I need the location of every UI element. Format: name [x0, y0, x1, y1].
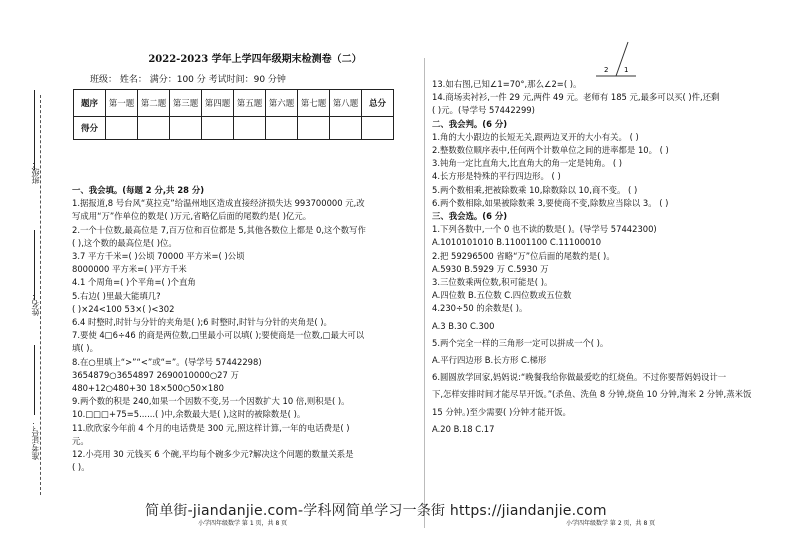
right-question-line: 1.角的大小跟边的长短无关,跟两边叉开的大小有关。 ( )	[432, 131, 639, 142]
score-header-cell: 第五题	[234, 90, 266, 117]
right-question-line: 3.三位数乘两位数,积可能是( )。	[432, 277, 553, 288]
left-question-line: 6.4 时整时,时针与分针的夹角是( );6 时整时,时针与分针的夹角是( )。	[72, 317, 332, 328]
right-section-heading: 二、我会判。(6 分)	[432, 118, 508, 129]
left-question-line: 12.小亮用 30 元钱买 6 个碗,平均每个碗多少元?解决这个问题的数量关系是	[72, 449, 354, 460]
footer-page-1: 小学四年级数学 第 1 页，共 8 页	[198, 520, 288, 527]
right-question-line: 4.长方形是特殊的平行四边形。 ( )	[432, 171, 561, 182]
binding-label-name: 姓名：	[31, 292, 40, 316]
score-input-cell	[362, 117, 394, 140]
right-section-heading: 三、我会选。(6 分)	[432, 211, 508, 222]
right-question-line: 14.商场卖衬衫,一件 29 元,两件 49 元。老师有 185 元,最多可以买( )件,还剩	[432, 92, 720, 103]
left-question-line: 填( )。	[72, 343, 98, 354]
score-input-cell	[202, 117, 234, 140]
right-question-column	[432, 78, 787, 436]
left-question-line: 1.据报道,8 号台风“莫拉克”给温州地区造成直接经济损失达 993700000 元,改	[72, 198, 365, 209]
right-question-line: 13.如右图,已知∠1=70°,那么∠2=( )。	[432, 79, 582, 89]
left-question-column	[72, 184, 424, 474]
left-question-line: 8000000 平方米=( )平方千米	[72, 264, 187, 275]
score-header-cell: 第二题	[138, 90, 170, 117]
left-question-line: 5.右边( )里最大能填几?	[72, 290, 161, 301]
left-question-line: 2.一个十位数,最高位是 7,百万位和百位都是 5,其他各数位上都是 0,这个数写作	[72, 224, 366, 235]
left-question-line: 7.要使 4□6÷46 的商是两位数,□里最小可以填( );要使商是一位数,□最大可以	[72, 330, 365, 341]
score-header-cell: 第七题	[298, 90, 330, 117]
binding-field-line	[34, 230, 35, 300]
angle-label-2: 2	[604, 66, 609, 74]
score-input-cell	[234, 117, 266, 140]
score-header-cell: 题序	[74, 90, 106, 117]
column-divider	[424, 58, 425, 528]
left-question-line: 4.1 个周角=( )个平角=( )个直角	[72, 277, 196, 288]
score-header-cell: 总分	[362, 90, 394, 117]
score-header-cell: 第一题	[106, 90, 138, 117]
score-header-row	[74, 90, 394, 117]
score-input-cell	[266, 117, 298, 140]
right-question-line: A.20 B.18 C.17	[432, 423, 495, 434]
angle-label-1: 1	[624, 66, 629, 74]
left-question-line: 480+12○480+30 18×500○50×180	[72, 383, 224, 394]
score-header-cell: 第四题	[202, 90, 234, 117]
right-question-line: 1.下列各数中,一个 0 也不读的数是( )。(导学号 57442300)	[432, 224, 657, 235]
score-header-cell: 第六题	[266, 90, 298, 117]
page-title: 2022-2023 学年上学四年级期末检测卷（二）	[148, 54, 362, 65]
right-question-line: 6.两个数相除,如果被除数乘 3,要使商不变,除数应当除以 3。 ( )	[432, 197, 669, 208]
left-question-line: 3.7 平方千米=( )公顷 70000 平方米=( )公顷	[72, 251, 245, 262]
right-question-line: A.1010101010 B.11001100 C.11100010	[432, 237, 602, 248]
right-question-line: ( )元。(导学号 57442299)	[432, 105, 535, 116]
footer-page-2: 小学四年级数学 第 2 页，共 8 页	[566, 520, 656, 527]
score-input-cell	[138, 117, 170, 140]
score-input-cell	[330, 117, 362, 140]
left-question-line: 写成用“万”作单位的数是( )万元,省略亿后面的尾数约是( )亿元。	[72, 211, 312, 222]
score-row-label: 得分	[74, 117, 106, 140]
right-question-line: A.3 B.30 C.300	[432, 320, 495, 331]
binding-strip	[0, 0, 58, 548]
right-question-line: 2.整数数位顺序表中,任何两个计数单位之间的进率都是 10。 ( )	[432, 145, 669, 156]
right-question-line: 3.钝角一定比直角大,比直角大的角一定是钝角。 ( )	[432, 158, 623, 169]
right-question-line: 15 分钟。)至少需要( )分钟才能开饭。	[432, 406, 571, 417]
right-question-line: A.5930 B.5929 万 C.5930 万	[432, 263, 549, 274]
left-question-line: ( )×24<100 53×( )<302	[72, 303, 175, 314]
right-question-line: 5.两个完全一样的三角形一定可以拼成一个( )。	[432, 337, 609, 348]
binding-field-line	[34, 90, 35, 170]
exam-info-line: 班级： 姓名： 满分：100 分 考试时间：90 分钟	[90, 75, 286, 85]
binding-label-class: 班级：	[31, 160, 40, 184]
left-question-line: 元。	[72, 435, 89, 446]
right-question-line: 6.圆圆放学回家,妈妈说:“晚餐我给你做最爱吃的红烧鱼。不过你要帮妈妈设计一	[432, 372, 727, 383]
left-section-heading: 一、我会填。(每题 2 分,共 28 分)	[72, 185, 205, 195]
left-question-line: 9.两个数的积是 240,如果一个因数不变,另一个因数扩大 10 倍,则积是( )。	[72, 396, 350, 407]
left-question-line: 10.□□□+75=5......( )中,余数最大是( ),这时的被除数是( )。	[72, 409, 306, 420]
angle-figure	[596, 40, 636, 80]
score-table	[73, 89, 394, 140]
score-input-cell	[106, 117, 138, 140]
left-question-line: 8.在○里填上“>”“<”或“=”。(导学号 57442298)	[72, 356, 262, 367]
right-question-line: 4.230÷50 的余数是( )。	[432, 303, 528, 314]
binding-label-id: 准考证号：	[31, 420, 40, 460]
left-question-line: ( ),这个数的最高位是( )位。	[72, 237, 177, 248]
right-question-line: 5.两个数相乘,把被除数乘 10,除数除以 10,商不变。 ( )	[432, 184, 638, 195]
score-input-cell	[298, 117, 330, 140]
binding-field-line	[34, 345, 35, 415]
right-question-line: A.四位数 B.五位数 C.四位数或五位数	[432, 290, 572, 301]
left-question-line: 11.欣欣家今年前 4 个月的电话费是 300 元,照这样计算,一年的电话费是( )	[72, 422, 350, 433]
score-header-cell: 第三题	[170, 90, 202, 117]
score-input-cell	[170, 117, 202, 140]
left-question-line: 3654879○3654897 2690010000○27 万	[72, 369, 239, 380]
left-question-line: ( )。	[72, 462, 90, 473]
right-question-line: 下,怎样安排时间才能尽早开饭。”(杀鱼、洗鱼 8 分钟,烧鱼 10 分钟,淘米 2 分钟,蒸米饭	[432, 389, 752, 400]
score-value-row	[74, 117, 394, 140]
score-header-cell: 第八题	[330, 90, 362, 117]
right-question-line: A.平行四边形 B.长方形 C.梯形	[432, 355, 547, 366]
right-question-line: 2.把 59296500 省略“万”位后面的尾数约是( )。	[432, 250, 615, 261]
watermark-text: 简单街-jiandanjie.com-学科网简单学习一条街 https://jiandanjie.com	[145, 503, 607, 519]
